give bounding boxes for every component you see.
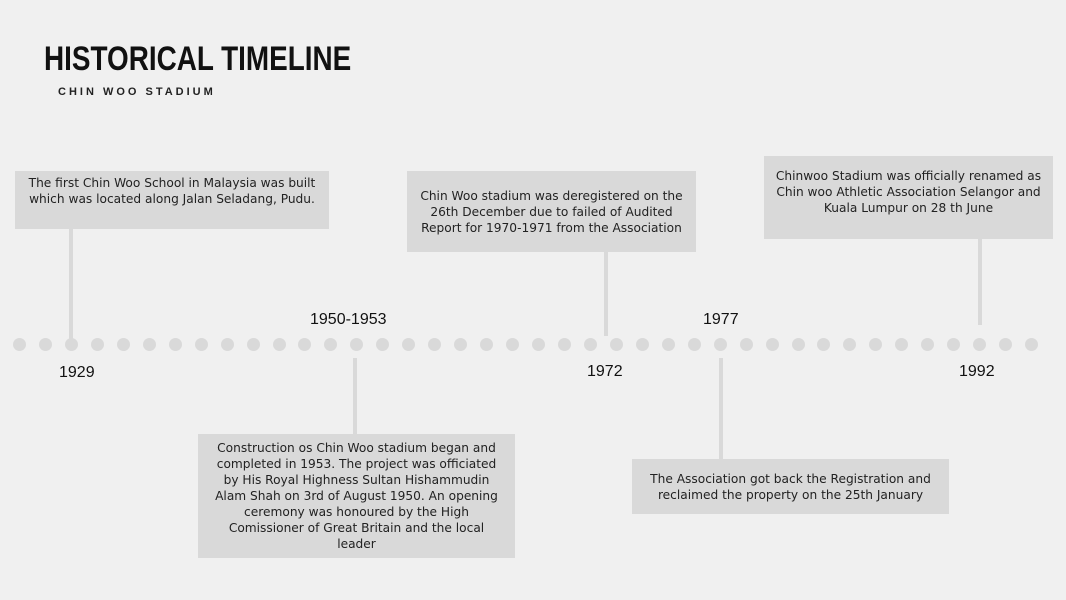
connector-1929 <box>69 229 73 344</box>
event-box-1992 <box>764 156 1053 239</box>
connector-1972 <box>604 252 608 336</box>
timeline-dot <box>221 338 234 351</box>
timeline-dot <box>869 338 882 351</box>
event-text-1929: The first Chin Woo School in Malaysia was built which was located along Jalan Seladang, Pudu. <box>28 176 316 206</box>
year-label-1977: 1977 <box>703 311 739 328</box>
year-label-1929: 1929 <box>59 364 95 381</box>
event-box-1977 <box>632 459 949 514</box>
timeline-dot <box>792 338 805 351</box>
event-text-1972: Chin Woo stadium was deregistered on the 26th December due to failed of Audited Report for 1970-1971 from the Association <box>420 188 683 235</box>
timeline-dot <box>532 338 545 351</box>
event-text-1950-1953: Construction os Chin Woo stadium began and completed in 1953. The project was officiated by His Royal Highness Sultan Hishammudin Alam Shah on 3rd of August 1950. An opening ceremony was honoured by the High Comissioner of Great Britain and the local leader <box>215 441 498 551</box>
timeline-dot <box>91 338 104 351</box>
timeline-dot <box>636 338 649 351</box>
timeline-dot <box>817 338 830 351</box>
timeline-dot <box>247 338 260 351</box>
event-text-1992: Chinwoo Stadium was officially renamed as Chin woo Athletic Association Selangor and Kuala Lumpur on 28 th June <box>775 169 1042 215</box>
timeline-dot <box>376 338 389 351</box>
event-box-1950-1953 <box>198 434 515 558</box>
timeline-dot <box>921 338 934 351</box>
timeline-dot <box>402 338 415 351</box>
timeline-dot <box>895 338 908 351</box>
timeline-dot <box>843 338 856 351</box>
timeline-dot <box>350 338 363 351</box>
timeline-dot <box>999 338 1012 351</box>
timeline-dot <box>584 338 597 351</box>
event-box-1972 <box>407 171 696 252</box>
timeline-dot <box>1025 338 1038 351</box>
year-label-1992: 1992 <box>959 363 995 380</box>
timeline-dot <box>273 338 286 351</box>
connector-1992 <box>978 239 982 325</box>
timeline-dot <box>947 338 960 351</box>
timeline-dot <box>688 338 701 351</box>
timeline-dot <box>714 338 727 351</box>
timeline-dot <box>740 338 753 351</box>
timeline-dot <box>324 338 337 351</box>
page-subtitle: CHIN WOO STADIUM <box>58 86 216 98</box>
page-title: HISTORICAL TIMELINE <box>44 40 352 78</box>
timeline-dot <box>428 338 441 351</box>
timeline-dot <box>506 338 519 351</box>
timeline-dot <box>454 338 467 351</box>
year-label-1972: 1972 <box>587 363 623 380</box>
timeline-dot <box>169 338 182 351</box>
timeline-dot <box>766 338 779 351</box>
timeline-dot <box>39 338 52 351</box>
event-box-1929 <box>15 171 329 229</box>
event-text-1977: The Association got back the Registration and reclaimed the property on the 25th January <box>650 471 931 502</box>
timeline-dot <box>117 338 130 351</box>
timeline-dot <box>610 338 623 351</box>
year-label-1950-1953: 1950-1953 <box>310 311 387 328</box>
connector-1977 <box>719 358 723 459</box>
timeline-dot <box>662 338 675 351</box>
timeline-dot <box>480 338 493 351</box>
timeline-dot <box>13 338 26 351</box>
timeline-dot <box>143 338 156 351</box>
timeline-dot <box>195 338 208 351</box>
timeline-dot <box>973 338 986 351</box>
timeline-dot <box>298 338 311 351</box>
connector-1950-1953 <box>353 358 357 434</box>
timeline-dot <box>558 338 571 351</box>
